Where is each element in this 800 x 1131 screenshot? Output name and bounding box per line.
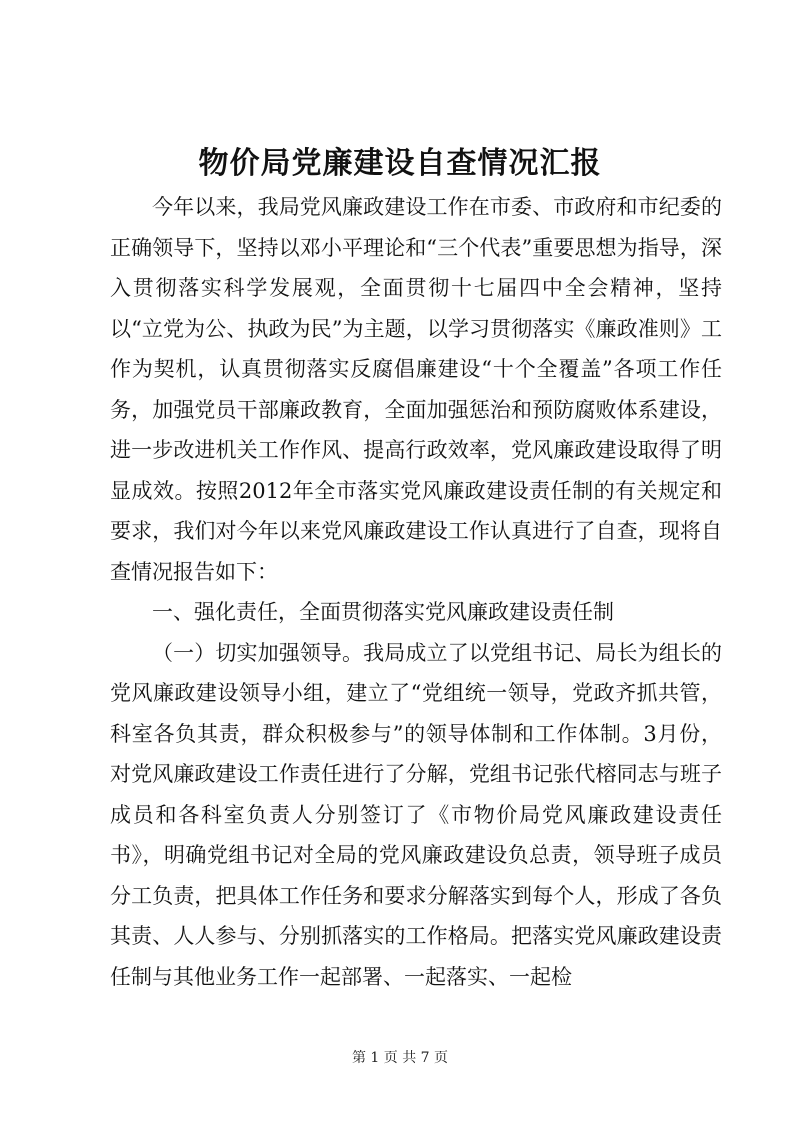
section-heading-1: 一、强化责任，全面贯彻落实党风廉政建设责任制 xyxy=(152,600,614,624)
document-body xyxy=(110,187,722,997)
document-title: 物价局党廉建设自查情况汇报 xyxy=(198,146,602,181)
page-number-footer: 第 1 页 共 7 页 xyxy=(351,1050,449,1066)
paragraph-intro: 今年以来，我局党风廉政建设工作在市委、市政府和市纪委的正确领导下，坚持以邓小平理论和“三个代表”重要思想为指导，深入贯彻落实科学发展观，全面贯彻十七届四中全会精神，坚持以“立党为公、执政为民”为主题，以学习贯彻落实《廉政准则》工作为契机，认真贯彻落实反腐倡廉建设“十个全覆盖”各项工作任务，加强党员干部廉政教育，全面加强惩治和预防腐败体系建设，进一步改进机关工作作风、提高行政效率，党风廉政建设取得了明显成效。按照2012年全市落实党风廉政建设责任制的有关规定和要求，我们对今年以来党风廉政建设工作认真进行了自查，现将自查情况报告如下： xyxy=(110,195,722,584)
paragraph-leadership: （一）切实加强领导。我局成立了以党组书记、局长为组长的党风廉政建设领导小组，建立了“党组统一领导，党政齐抓共管，科室各负其责，群众积极参与”的领导体制和工作体制。3月份，对党风廉政建设工作责任进行了分解，党组书记张代榕同志与班子成员和各科室负责人分别签订了《市物价局党风廉政建设责任书》，明确党组书记对全局的党风廉政建设负总责，领导班子成员分工负责，把具体工作任务和要求分解落实到每个人，形成了各负其责、人人参与、分别抓落实的工作格局。把落实党风廉政建设责任制与其他业务工作一起部署、一起落实、一起检 xyxy=(110,640,722,989)
